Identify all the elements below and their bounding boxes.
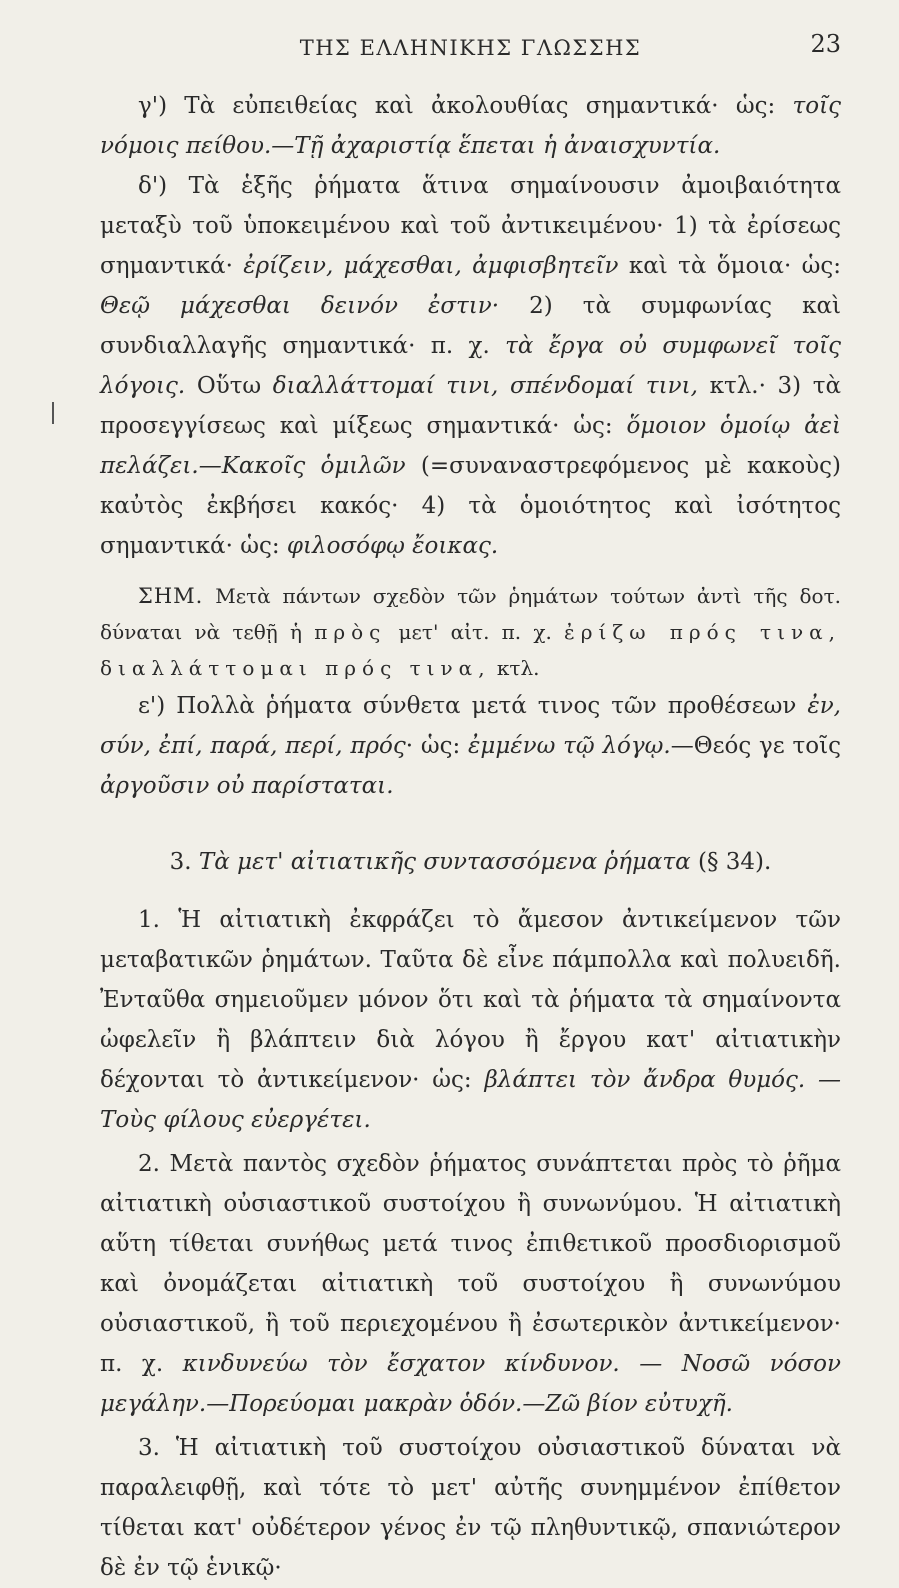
text-run: · ὡς: bbox=[405, 733, 469, 759]
paragraph-delta bbox=[100, 166, 841, 566]
paragraph-epsilon bbox=[100, 686, 841, 806]
note-text bbox=[100, 584, 841, 680]
italic-run: ἀργοῦσιν οὐ παρίσταται. bbox=[100, 773, 394, 799]
text-run: καὶ τὰ ὅμοια· ὡς: bbox=[618, 253, 841, 279]
text-run: Μετὰ πάντων σχεδὸν τῶν ῥημάτων τούτων ἀντὶ τῆς δοτ. δύναται νὰ τεθῇ ἡ bbox=[100, 584, 841, 644]
text-run: (=συναναστρεφόμενος μὲ κακοὺς) καὐτὸς ἐκβήσει κακός· 4) τὰ ὁμοιότητος καὶ ἰσότητος σημαντικά· ὡς: bbox=[100, 453, 842, 559]
italic-run: κινδυνεύω τὸν ἔσχατον κίνδυνον. — Νοσῶ νόσον μεγάλην.—Πορεύομαι μακρὰν ὁδόν.—Ζῶ βίον εὐτυχῆ. bbox=[100, 1351, 841, 1417]
italic-run: τοῖς νόμοις πείθου.—Τῇ ἀχαριστίᾳ ἕπεται ἡ ἀναισχυντία. bbox=[100, 93, 841, 159]
paragraph-2 bbox=[100, 1144, 841, 1424]
text-run: Οὕτω bbox=[185, 373, 273, 399]
italic-run: ἐν, σύν, ἐπί, παρά, περί, πρός bbox=[100, 693, 841, 759]
page-header bbox=[100, 30, 841, 60]
text-run: 3. Ἡ αἰτιατικὴ τοῦ συστοίχου οὐσιαστικοῦ δύναται νὰ παραλειφθῇ, καὶ τότε τὸ μετ' αὐτῆς συνημμένον ἐπίθετον τίθεται κατ' οὐδέτερον γένος ἐν τῷ πληθυντικῷ, σπανιώτερον δὲ ἐν τῷ ἑνικῷ· bbox=[100, 1435, 841, 1581]
body-text bbox=[100, 86, 841, 1588]
paragraph-gamma bbox=[100, 86, 841, 166]
text-run: 3. bbox=[169, 849, 199, 875]
text-run: γ') Τὰ εὐπειθείας καὶ ἀκολουθίας σημαντικά· ὡς: bbox=[138, 93, 793, 119]
running-head: ΤΗΣ ΕΛΛΗΝΙΚΗΣ ΓΛΩΣΣΗΣ bbox=[299, 36, 642, 60]
text-run: δ') Τὰ ἑξῆς ῥήματα ἅτινα σημαίνουσιν ἀμοιβαιότητα μεταξὺ τοῦ ὑποκειμένου καὶ τοῦ ἀντικειμένου· 1) τὰ ἐρίσεως σημαντικά· bbox=[100, 173, 841, 279]
note-label: ΣΗΜ. bbox=[138, 584, 204, 608]
italic-run: ἐρίζειν, μάχεσθαι, ἀμφισβητεῖν bbox=[243, 253, 619, 279]
section-heading bbox=[100, 842, 841, 882]
italic-run: Θεῷ μάχεσθαι δεινόν ἐστιν· bbox=[100, 293, 500, 319]
italic-run: διαλλάττομαί τινι, σπένδομαί τινι, bbox=[272, 373, 698, 399]
italic-run: ἐμμένω τῷ λόγῳ. bbox=[468, 733, 671, 759]
text-run: (§ 34). bbox=[690, 849, 772, 875]
text-run: μετ' αἰτ. π. χ. bbox=[386, 620, 565, 644]
page-number: 23 bbox=[810, 30, 841, 58]
text-run: 2. Μετὰ παντὸς σχεδὸν ῥήματος συνάπτεται πρὸς τὸ ῥῆμα αἰτιατικὴ οὐσιαστικοῦ συστοίχου ἢ συνωνύμου. Ἡ αἰτιατικὴ αὕτη τίθεται συνήθως μετά τινος ἐπιθετικοῦ προσδιορισμοῦ καὶ ὀνομάζεται αἰτιατικὴ τοῦ συστοίχου ἢ συνωνύμου οὐσιαστικοῦ, ἢ τοῦ περιεχομένου ἢ ἐσωτερικὸν ἀντικείμενον· π. χ. bbox=[100, 1151, 841, 1377]
text-run: κτλ. bbox=[490, 656, 540, 680]
italic-run: ὅμοιον ὁμοίῳ ἀεὶ πελάζει.—Κακοῖς ὁμιλῶν bbox=[100, 413, 841, 479]
spaced-run: ἐρίζω πρός τινα, διαλλάττομαι πρός τινα, bbox=[100, 620, 841, 680]
paragraph-1 bbox=[100, 900, 841, 1140]
text-run: 1. Ἡ αἰτιατικὴ ἐκφράζει τὸ ἄμεσον ἀντικείμενον τῶν μεταβατικῶν ῥημάτων. Ταῦτα δὲ εἶνε πάμπολλα καὶ πολυειδῆ. Ἐνταῦθα σημειοῦμεν μόνον ὅτι καὶ τὰ ῥήματα τὰ σημαίνοντα ὠφελεῖν ἢ βλάπτειν διὰ λόγου ἢ ἔργου κατ' αἰτιατικὴν δέχονται τὸ ἀντικείμενον· ὡς: bbox=[100, 907, 841, 1093]
margin-mark bbox=[52, 402, 54, 424]
text-run: κτλ.· 3) τὰ προσεγγίσεως καὶ μίξεως σημαντικά· ὡς: bbox=[100, 373, 842, 439]
text-run: 2) τὰ συμφωνίας καὶ συνδιαλλαγῆς σημαντικά· π. χ. bbox=[100, 293, 841, 359]
spaced-run: πρὸς bbox=[314, 620, 387, 644]
italic-run: βλάπτει τὸν ἄνδρα θυμός. — Τοὺς φίλους εὐεργέτει. bbox=[100, 1067, 841, 1133]
text-run: ε') Πολλὰ ῥήματα σύνθετα μετά τινος τῶν προθέσεων bbox=[138, 693, 808, 719]
note-paragraph bbox=[100, 578, 841, 686]
italic-run: Τὰ μετ' αἰτιατικῆς συντασσόμενα ῥήματα bbox=[198, 849, 691, 875]
italic-run: τὰ ἔργα οὐ συμφωνεῖ τοῖς λόγοις. bbox=[100, 333, 841, 399]
italic-run: φιλοσόφῳ ἔοικας. bbox=[286, 533, 499, 559]
text-run: —Θεός γε τοῖς bbox=[670, 733, 841, 759]
paragraph-3 bbox=[100, 1428, 841, 1588]
